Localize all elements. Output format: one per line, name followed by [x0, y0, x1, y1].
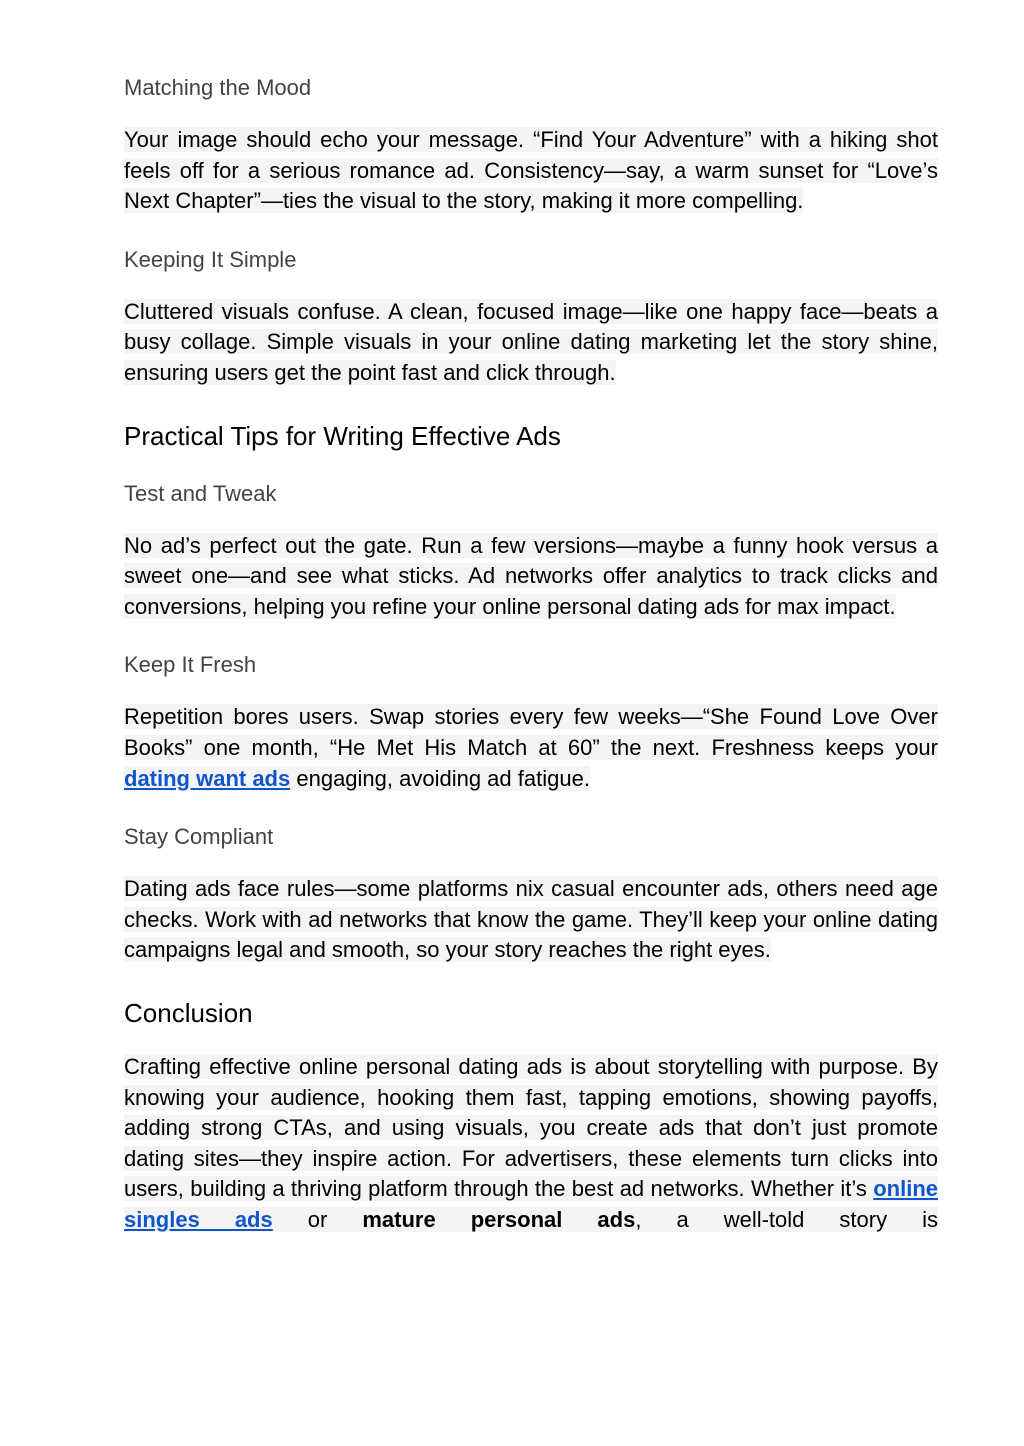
paragraph-text: No ad’s perfect out the gate. Run a few versions—maybe a funny hook versus a sweet one—and see what sticks. Ad networks offer analytics to track clicks and conversions, helping you refine your online personal dating ads for max impact. — [124, 532, 938, 619]
paragraph-text: , a well-told story is — [635, 1206, 938, 1232]
paragraph-stay-compliant — [124, 874, 938, 966]
paragraph-text: Cluttered visuals confuse. A clean, focused image—like one happy face—beats a busy collage. Simple visuals in your online dating marketing let the story shine, ensuring users get the point fast and click through. — [124, 298, 938, 385]
heading-practical-tips: Practical Tips for Writing Effective Ads — [124, 420, 561, 451]
heading-conclusion: Conclusion — [124, 997, 253, 1028]
paragraph-text: Crafting effective online personal dating ads is about storytelling with purpose. By knowing your audience, hooking them fast, tapping emotions, showing payoffs, adding strong CTAs, and using visuals, you create ads that don’t just promote dating sites—they inspire action. For advertisers, these elements turn clicks into users, building a thriving platform through the best ad networks. Whether it’s — [124, 1053, 938, 1202]
heading-keep-it-fresh: Keep It Fresh — [124, 652, 257, 678]
heading-keeping-it-simple: Keeping It Simple — [124, 246, 297, 272]
paragraph-keep-it-fresh — [124, 702, 938, 794]
paragraph-text: engaging, avoiding ad fatigue. — [290, 765, 590, 791]
paragraph-conclusion — [124, 1052, 938, 1236]
dating-want-ads-link[interactable]: dating want ads — [124, 765, 291, 791]
paragraph-text: Dating ads face rules—some platforms nix casual encounter ads, others need age checks. Work with ad networks that know the game. They’ll keep your online dating campaigns legal and smooth, so your story reaches the right eyes. — [124, 876, 938, 963]
document-page — [124, 70, 938, 1235]
paragraph-test-and-tweak — [124, 531, 938, 623]
paragraph-matching-the-mood — [124, 125, 938, 217]
heading-matching-the-mood: Matching the Mood — [124, 75, 312, 100]
paragraph-text: Your image should echo your message. “Find Your Adventure” with a hiking shot feels off for a serious romance ad. Consistency—say, a warm sunset for “Love’s Next Chapter”—ties the visual to the story, making it more compelling. — [124, 127, 938, 214]
paragraph-text: Repetition bores users. Swap stories every few weeks—“She Found Love Over Books” one month, “He Met His Match at 60” the next. Freshness keeps your — [124, 704, 938, 760]
bold-mature-personal-ads: mature personal ads — [362, 1206, 636, 1232]
paragraph-text: or — [272, 1206, 363, 1232]
online-singles-ads-link[interactable]: online singles ads — [124, 1176, 938, 1232]
heading-test-and-tweak: Test and Tweak — [124, 480, 277, 506]
heading-stay-compliant: Stay Compliant — [124, 824, 274, 850]
paragraph-keeping-it-simple — [124, 297, 938, 389]
